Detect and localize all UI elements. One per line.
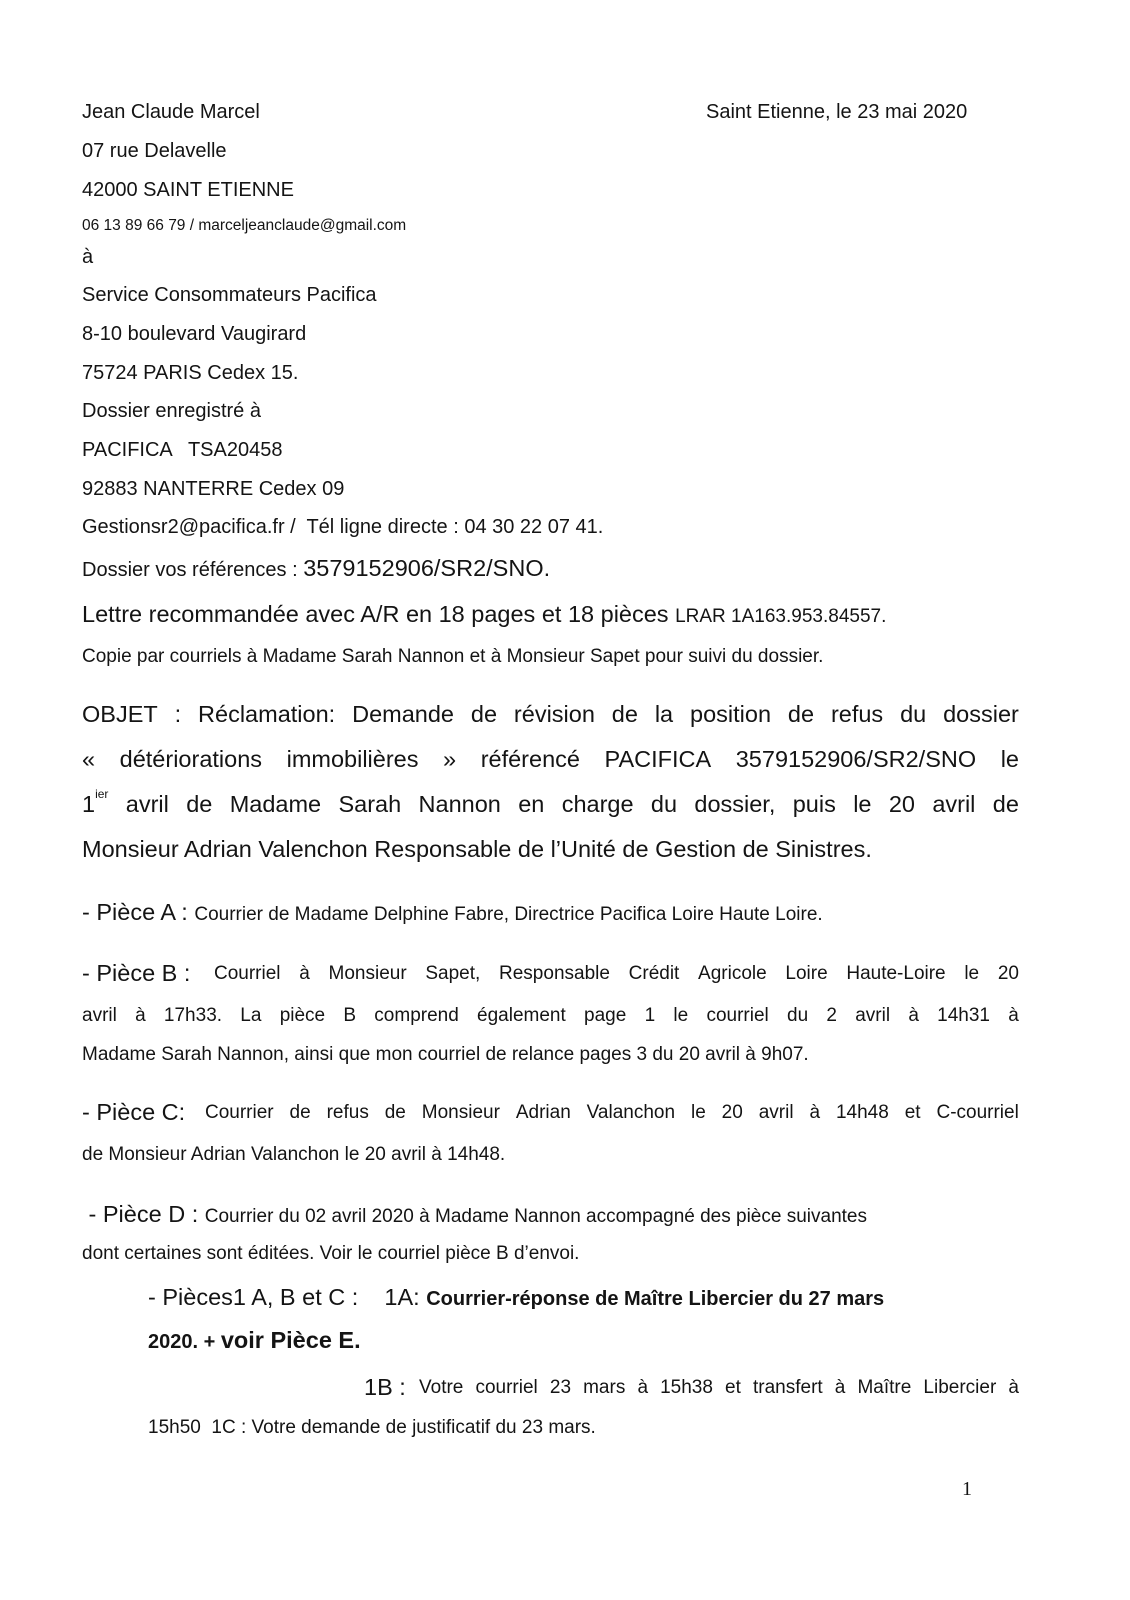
- word: 3579152906/SR2/SNO: [735, 746, 977, 772]
- word: position: [690, 701, 772, 727]
- word: mars: [583, 1377, 626, 1398]
- word: le: [673, 1005, 689, 1026]
- piece-a-label: - Pièce A :: [82, 899, 195, 925]
- word: Agricole: [698, 963, 767, 984]
- word: »: [443, 746, 457, 772]
- word: Monsieur: [328, 963, 407, 984]
- word: Sapet,: [425, 963, 481, 984]
- word: révision: [513, 701, 595, 727]
- word: à: [135, 1005, 146, 1026]
- piece-b-line-2: [82, 1005, 1019, 1027]
- word: référencé: [480, 746, 580, 772]
- sender-contact: 06 13 89 66 79 / marceljeanclaude@gmail.com: [82, 217, 407, 234]
- word: 2: [826, 1005, 837, 1026]
- word: la: [654, 701, 674, 727]
- word: comprend: [374, 1005, 459, 1026]
- to-marker: à: [82, 246, 94, 268]
- sender-city: 42000 SAINT ETIENNE: [82, 179, 294, 201]
- word: Crédit: [628, 963, 680, 984]
- word: Madame: [229, 791, 322, 817]
- recipient-city: 75724 PARIS Cedex 15.: [82, 362, 299, 384]
- word: 17h33.: [163, 1005, 223, 1026]
- word: Monsieur: [421, 1102, 500, 1123]
- piece-c-line-2: de Monsieur Adrian Valanchon le 20 avril à 14h48.: [82, 1144, 506, 1165]
- word: page: [584, 1005, 627, 1026]
- word: à: [908, 1005, 919, 1026]
- word: Libercier: [923, 1377, 997, 1398]
- word: dossier: [943, 701, 1019, 727]
- word: et: [725, 1377, 741, 1398]
- word: le: [690, 1102, 706, 1123]
- piece-1b-line: [419, 1377, 1019, 1399]
- page-number: 1: [962, 1478, 972, 1500]
- ordinal-first: $1^{ier}$: [82, 787, 109, 817]
- registered-letter-text: Lettre recommandée avec A/R en 18 pages et 18 pièces: [82, 601, 676, 627]
- word: 23: [549, 1377, 572, 1398]
- registered-letter-line: [82, 601, 886, 628]
- word: Haute-Loire: [846, 963, 946, 984]
- subject-line-2: [82, 746, 1019, 773]
- word: à: [809, 1102, 821, 1123]
- piece-c-line-1: [205, 1102, 1019, 1124]
- recipient-street: 8-10 boulevard Vaugirard: [82, 323, 307, 345]
- references-label: Dossier vos références :: [82, 559, 304, 581]
- word: à: [834, 1377, 846, 1398]
- word: en: [518, 791, 545, 817]
- registered-label: Dossier enregistré à: [82, 400, 261, 422]
- piece-d-label: - Pièce D :: [82, 1201, 205, 1227]
- word: puis: [792, 791, 836, 817]
- word: OBJET: [82, 701, 158, 727]
- piece-1c-line: 15h50 1C : Votre demande de justificatif du 23 mars.: [148, 1417, 596, 1438]
- see-piece-e: voir Pièce E.: [220, 1327, 361, 1353]
- word: Valanchon: [586, 1102, 676, 1123]
- word: à: [637, 1377, 649, 1398]
- piece-b-line-3: Madame Sarah Nannon, ainsi que mon courriel de relance pages 3 du 20 avril à 9h07.: [82, 1044, 809, 1065]
- word: avril: [82, 1005, 117, 1026]
- word: C-courriel: [936, 1102, 1019, 1123]
- word: également: [477, 1005, 566, 1026]
- piece-b-label-wrap: [82, 960, 197, 987]
- references-line: [82, 555, 550, 582]
- piece-1b-label-wrap: [364, 1374, 412, 1401]
- word: 14h48: [835, 1102, 889, 1123]
- word: PACIFICA: [604, 746, 712, 772]
- piece-d-line-2: dont certaines sont éditées. Voir le courriel pièce B d’envoi.: [82, 1243, 580, 1264]
- word: 20: [997, 963, 1019, 984]
- word: courriel: [706, 1005, 769, 1026]
- subject-line-1: [82, 701, 1019, 728]
- word: La: [240, 1005, 262, 1026]
- word: le: [1000, 746, 1019, 772]
- word: avril: [125, 791, 169, 817]
- word: Responsable: [499, 963, 610, 984]
- word: Maître: [857, 1377, 912, 1398]
- word: de: [186, 791, 213, 817]
- sender-name: Jean Claude Marcel: [82, 101, 260, 123]
- word: 1: [644, 1005, 656, 1026]
- word: Courriel: [214, 963, 281, 984]
- word: pièce: [279, 1005, 326, 1026]
- word: Adrian: [515, 1102, 571, 1123]
- word: 20: [721, 1102, 743, 1123]
- lrar-number: LRAR 1A163.953.84557.: [675, 606, 887, 627]
- word: à: [1008, 1377, 1019, 1398]
- word: et: [904, 1102, 921, 1123]
- word: à: [299, 963, 310, 984]
- copy-note: Copie par courriels à Madame Sarah Nannon et à Monsieur Sapet pour suivi du dossier.: [82, 646, 824, 667]
- pieces-1-line-1: [148, 1284, 884, 1311]
- word: de: [384, 1102, 406, 1123]
- registered-org: PACIFICA TSA20458: [82, 439, 283, 461]
- word: de: [992, 791, 1019, 817]
- word: du: [650, 791, 678, 817]
- word: Loire: [785, 963, 828, 984]
- word: dossier,: [694, 791, 776, 817]
- registered-city: 92883 NANTERRE Cedex 09: [82, 478, 345, 500]
- word: «: [82, 746, 96, 772]
- recipient-contact: Gestionsr2@pacifica.fr / Tél ligne directe : 04 30 22 07 41.: [82, 516, 604, 538]
- pieces-1-line-2: [148, 1327, 361, 1354]
- word: Demande: [352, 701, 454, 727]
- piece-1a-text: Courrier-réponse de Maître Libercier du 27 mars: [426, 1288, 885, 1310]
- word: 14h31: [937, 1005, 990, 1026]
- piece-a-text: Courrier de Madame Delphine Fabre, Directrice Pacifica Loire Haute Loire.: [194, 904, 823, 925]
- ordinal-suffix: ier: [95, 787, 109, 801]
- piece-1a-year: 2020. +: [148, 1331, 221, 1353]
- word: de: [470, 701, 498, 727]
- references-value: 3579152906/SR2/SNO.: [303, 555, 551, 581]
- word: le: [853, 791, 872, 817]
- word: courriel: [475, 1377, 538, 1398]
- word: avril: [932, 791, 976, 817]
- word: du: [900, 701, 927, 727]
- recipient-service: Service Consommateurs Pacifica: [82, 284, 377, 306]
- word: :: [174, 701, 182, 727]
- word: à: [1008, 1005, 1019, 1026]
- piece-c-label: - Pièce C:: [82, 1099, 192, 1125]
- subject-line-3: [82, 787, 1019, 818]
- word: Réclamation:: [198, 701, 336, 727]
- word: de: [611, 701, 638, 727]
- sender-street: 07 rue Delavelle: [82, 140, 227, 162]
- piece-a: [82, 899, 823, 926]
- word: détériorations: [119, 746, 263, 772]
- word: du: [787, 1005, 809, 1026]
- word: immobilières: [286, 746, 419, 772]
- piece-d-line-1: Courrier du 02 avril 2020 à Madame Nannon accompagné des pièce suivantes: [204, 1206, 867, 1227]
- word: Sarah: [338, 791, 402, 817]
- word: de: [787, 701, 815, 727]
- word: Votre: [419, 1377, 464, 1398]
- place-date: Saint Etienne, le 23 mai 2020: [706, 101, 968, 123]
- pieces-1-label: - Pièces1 A, B et C : 1A:: [148, 1284, 427, 1310]
- piece-b-label: - Pièce B :: [82, 960, 197, 986]
- piece-1b-label: 1B :: [364, 1374, 413, 1400]
- subject-line-4: Monsieur Adrian Valenchon Responsable de l’Unité de Gestion de Sinistres.: [82, 836, 872, 862]
- word: charge: [561, 791, 634, 817]
- word: de: [289, 1102, 311, 1123]
- word: 20: [888, 791, 915, 817]
- piece-d: [82, 1201, 867, 1228]
- word: avril: [758, 1102, 794, 1123]
- piece-b-line-1: [214, 963, 1019, 985]
- word: refus: [830, 701, 884, 727]
- word: 15h38: [660, 1377, 713, 1398]
- word: transfert: [753, 1377, 823, 1398]
- word: Courrier: [205, 1102, 274, 1123]
- word: refus: [326, 1102, 369, 1123]
- word: Nannon: [418, 791, 501, 817]
- word: B: [343, 1005, 357, 1026]
- word: avril: [855, 1005, 891, 1026]
- piece-c-label-wrap: [82, 1099, 192, 1126]
- word: le: [964, 963, 980, 984]
